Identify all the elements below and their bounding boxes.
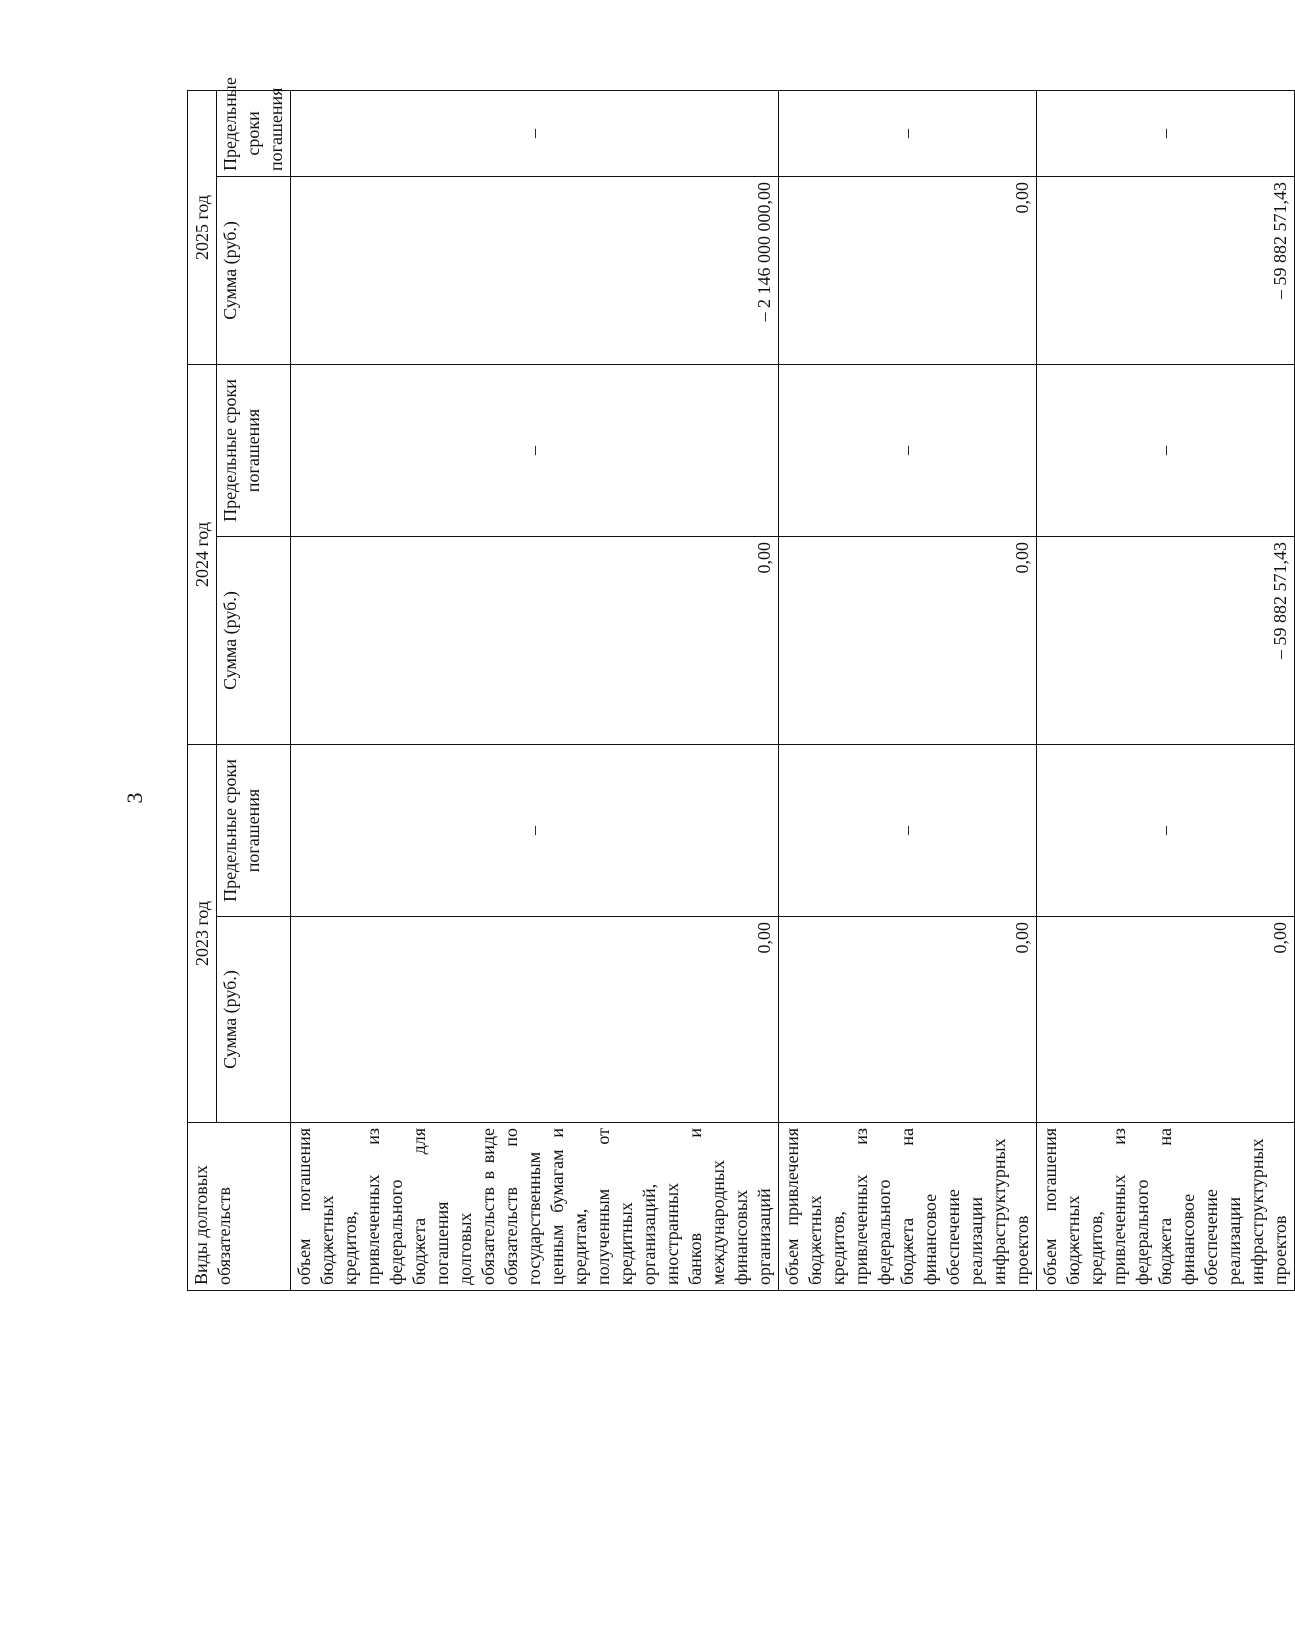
- term-2024: –: [779, 364, 1037, 536]
- term-2024: –: [1037, 364, 1295, 536]
- header-kind: Виды долговых обязательств: [188, 1123, 291, 1291]
- header-sum-2024: Сумма (руб.): [217, 536, 291, 744]
- table-row: [291, 90, 779, 1290]
- sum-2025: – 59 882 571,43: [1037, 176, 1295, 364]
- table-row: [1037, 90, 1295, 1290]
- term-2025: –: [291, 90, 779, 176]
- row-description: объем привлечения бюджетных кредитов, привлеченных из федерального бюджета на финансовое обеспечение реализации инфраструктурных проектов: [779, 1123, 1037, 1291]
- table-row: [779, 90, 1037, 1290]
- row-description: объем погашения бюджетных кредитов, привлеченных из федерального бюджета на финансовое обеспечение реализации инфраструктурных проектов: [1037, 1123, 1295, 1291]
- sum-2024: 0,00: [779, 536, 1037, 744]
- sum-2023: 0,00: [291, 917, 779, 1123]
- debt-obligations-table: [187, 77, 1295, 1291]
- rotated-table-wrapper: [187, 77, 1290, 1291]
- term-2024: –: [291, 364, 779, 536]
- term-2023: –: [291, 744, 779, 916]
- sum-2024: – 59 882 571,43: [1037, 536, 1295, 744]
- sum-2025: 0,00: [779, 176, 1037, 364]
- page-number: 3: [122, 792, 147, 804]
- header-year-2025: 2025 год: [188, 90, 217, 364]
- header-term-2024: Предельные сроки погашения: [217, 364, 291, 536]
- sum-2025: – 2 146 000 000,00: [291, 176, 779, 364]
- header-year-2023: 2023 год: [188, 744, 217, 1122]
- header-term-2025: Предельные сроки погашения: [217, 90, 291, 176]
- header-term-2023: Предельные сроки погашения: [217, 744, 291, 916]
- row-description: объем погашения бюджетных кредитов, привлеченных из федерального бюджета для погашения долговых обязательств в виде обязательств по государственным ценным бумагам и кредитам, полученным от кредитных организаций, иностранных банков и международных финансовых организаций: [291, 1123, 779, 1291]
- header-sum-2025: Сумма (руб.): [217, 176, 291, 364]
- header-year-2024: 2024 год: [188, 364, 217, 744]
- sum-2023: 0,00: [1037, 917, 1295, 1123]
- sum-2024: 0,00: [291, 536, 779, 744]
- term-2023: –: [1037, 744, 1295, 916]
- term-2025: –: [779, 90, 1037, 176]
- sum-2023: 0,00: [779, 917, 1037, 1123]
- term-2023: –: [779, 744, 1037, 916]
- term-2025: –: [1037, 90, 1295, 176]
- header-sum-2023: Сумма (руб.): [217, 917, 291, 1123]
